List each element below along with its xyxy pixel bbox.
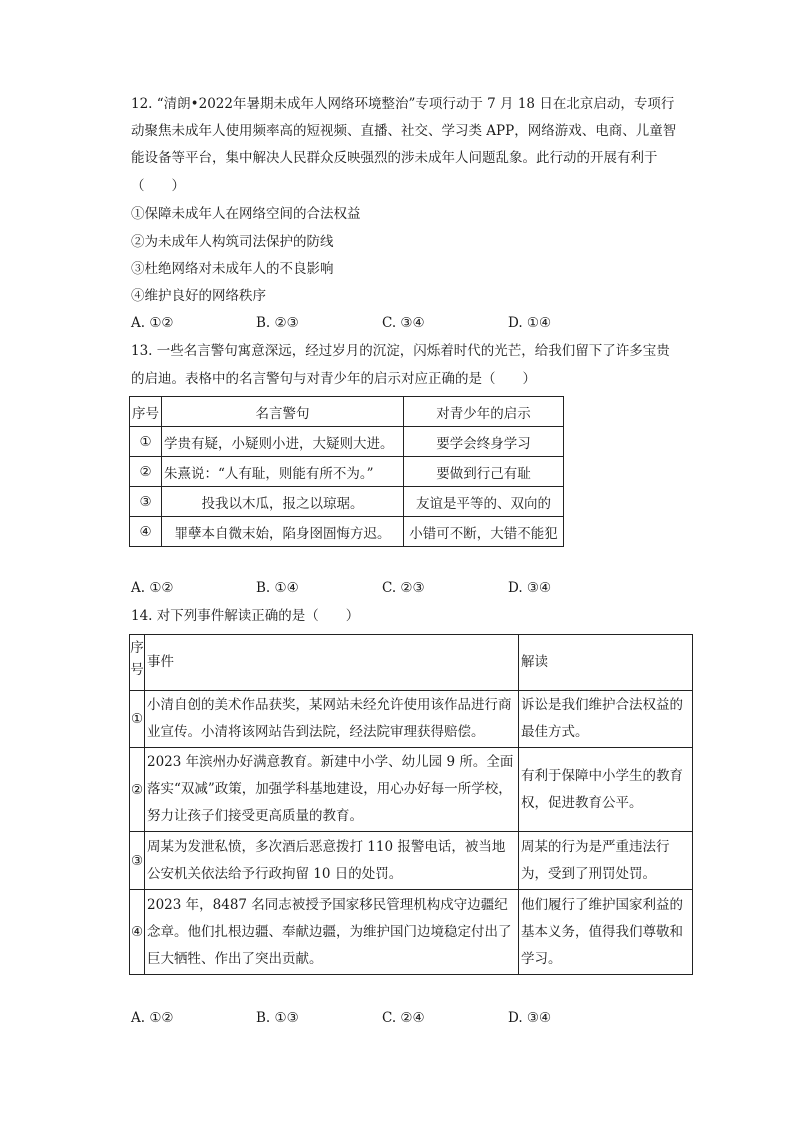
q13-option-a[interactable]: A. ①② (131, 580, 174, 596)
table-header-cell: 解读 (519, 635, 693, 691)
row-index: ② (130, 457, 162, 487)
q12-stem-line-1: 12. “清朗•2022年暑期未成年人网络环境整治”专项行动于 7 月 18 日在北京启动，专项行 (131, 96, 675, 112)
quote-cell: 投我以木瓜，报之以琼琚。 (162, 487, 404, 517)
q13-option-c[interactable]: C. ②③ (382, 580, 425, 596)
q12-option-c[interactable]: C. ③④ (382, 315, 425, 331)
table-header-row (130, 397, 564, 427)
table-row (130, 487, 564, 517)
row-index: ① (130, 427, 162, 457)
table-header-cell: 序号 (130, 397, 162, 427)
table-row (130, 890, 693, 975)
q12-stem-line-3: 能设备等平台，集中解决人民群众反映强烈的涉未成年人问题乱象。此行动的开展有利于 (131, 150, 658, 166)
q12-item-2: ②为未成年人构筑司法保护的防线 (131, 234, 334, 250)
insight-cell: 友谊是平等的、双向的 (404, 487, 564, 517)
table-header-cell: 名言警句 (162, 397, 404, 427)
quote-cell: 罪孽本自微末始，陷身囹圄悔方迟。 (162, 517, 404, 547)
event-cell: 周某为发泄私愤，多次酒后恶意拨打 110 报警电话，被当地公安机关依法给予行政拘留 10 日的处罚。 (145, 832, 519, 890)
table-header-cell: 对青少年的启示 (404, 397, 564, 427)
interpretation-cell: 有利于保障中小学生的教育权，促进教育公平。 (519, 748, 693, 832)
event-cell: 2023 年滨州办好满意教育。新建中小学、幼儿园 9 所。全面落实“双减”政策，加强学科基地建设，用心办好每一所学校，努力让孩子们接受更高质量的教育。 (145, 748, 519, 832)
quote-cell: 朱熹说：“人有耻，则能有所不为。” (162, 457, 404, 487)
table-row (130, 457, 564, 487)
q12-stem-line-2: 动聚焦未成年人使用频率高的短视频、直播、社交、学习类 APP，网络游戏、电商、儿童智 (131, 123, 677, 139)
table-header-cell: 事件 (145, 635, 519, 691)
row-index: ② (130, 748, 145, 832)
interpretation-cell: 周某的行为是严重违法行为，受到了刑罚处罚。 (519, 832, 693, 890)
table-header-cell: 序号 (130, 635, 145, 691)
q14-table (129, 634, 693, 975)
q13-table (129, 396, 564, 547)
q12-option-a[interactable]: A. ①② (131, 315, 174, 331)
q13-option-b[interactable]: B. ①④ (256, 580, 299, 596)
row-index: ③ (130, 487, 162, 517)
q14-option-b[interactable]: B. ①③ (256, 1010, 299, 1026)
q12-item-1: ①保障未成年人在网络空间的合法权益 (131, 206, 361, 222)
table-row (130, 691, 693, 748)
q13-option-d[interactable]: D. ③④ (508, 580, 552, 596)
interpretation-cell: 诉讼是我们维护合法权益的最佳方式。 (519, 691, 693, 748)
insight-cell: 要学会终身学习 (404, 427, 564, 457)
row-index: ③ (130, 832, 145, 890)
q14-options (131, 1008, 651, 1028)
q13-stem-line-2: 的启迪。表格中的名言警句与对青少年的启示对应正确的是（ ） (131, 371, 536, 387)
insight-cell: 要做到行己有耻 (404, 457, 564, 487)
q12-item-4: ④维护良好的网络秩序 (131, 288, 266, 304)
q12-options (131, 313, 651, 333)
q14-stem: 14. 对下列事件解读正确的是（ ） (131, 608, 360, 624)
event-cell: 2023 年，8487 名同志被授予国家移民管理机构戍守边疆纪念章。他们扎根边疆、奉献边疆，为维护国门边境稳定付出了巨大牺牲、作出了突出贡献。 (145, 890, 519, 975)
row-index: ④ (130, 517, 162, 547)
q12-option-d[interactable]: D. ①④ (508, 315, 552, 331)
table-row (130, 427, 564, 457)
q14-option-c[interactable]: C. ②④ (382, 1010, 425, 1026)
table-row (130, 517, 564, 547)
interpretation-cell: 他们履行了维护国家利益的基本义务，值得我们尊敬和学习。 (519, 890, 693, 975)
quote-cell: 学贵有疑，小疑则小进，大疑则大进。 (162, 427, 404, 457)
q14-option-a[interactable]: A. ①② (131, 1010, 174, 1026)
row-index: ① (130, 691, 145, 748)
table-row (130, 748, 693, 832)
table-header-row (130, 635, 693, 691)
table-row (130, 832, 693, 890)
row-index: ④ (130, 890, 145, 975)
q13-stem-line-1: 13. 一些名言警句寓意深远，经过岁月的沉淀，闪烁着时代的光芒，给我们留下了许多宝贵 (131, 343, 670, 359)
q13-options (131, 578, 651, 598)
event-cell: 小清自创的美术作品获奖，某网站未经允许使用该作品进行商业宣传。小清将该网站告到法院，经法院审理获得赔偿。 (145, 691, 519, 748)
q12-option-b[interactable]: B. ②③ (256, 315, 299, 331)
q14-option-d[interactable]: D. ③④ (508, 1010, 552, 1026)
insight-cell: 小错可不断，大错不能犯 (404, 517, 564, 547)
q12-blank: （ ） (131, 178, 185, 194)
q12-item-3: ③杜绝网络对未成年人的不良影响 (131, 261, 334, 277)
